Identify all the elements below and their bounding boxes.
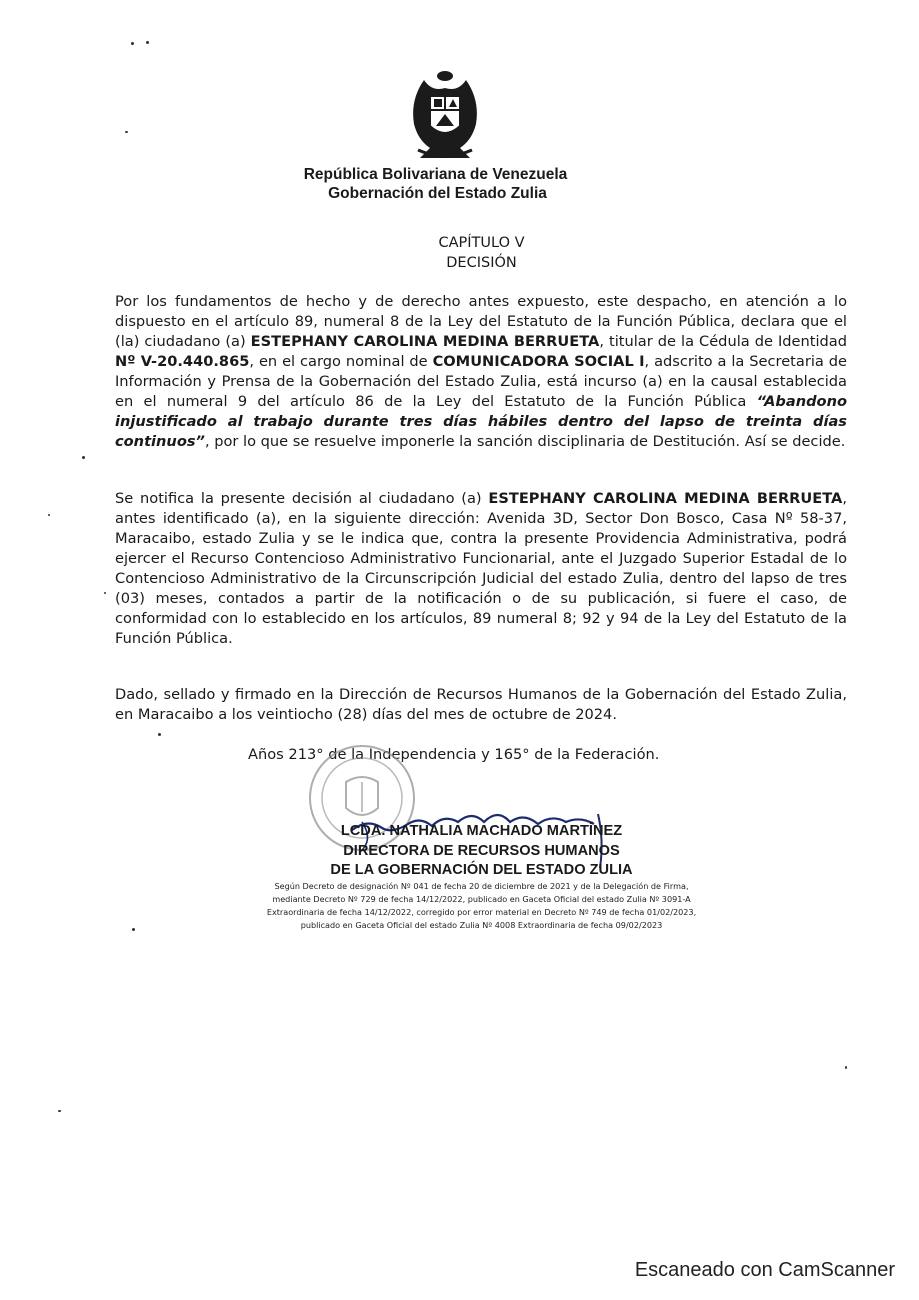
scanner-watermark: Escaneado con CamScanner [634,1259,895,1281]
scan-speck [132,928,135,931]
notification-paragraph [115,489,847,649]
scan-speck [104,592,106,594]
header-government: Gobernación del Estado Zulia [328,185,547,202]
years-line: Años 213° de la Independencia y 165° de la Federación. [248,746,660,763]
scan-speck [146,41,149,44]
scan-speck [845,1066,847,1069]
text-segment: , adscrito a la Secretaria de Información y Prensa de la Gobernación del Estado Zulia, está incurso (a) en la causal establecida en el numeral 9 del artículo 86 de la Ley del Estatuto de la Función Pública [115,353,847,410]
decree-line: Según Decreto de designación Nº 041 de fecha 20 de diciembre de 2021 y de la Delegación de Firma, [274,881,689,891]
given-paragraph: Dado, sellado y firmado en la Dirección de Recursos Humanos de la Gobernación del Estado Zulia, en Maracaibo a los veintiocho (28) días del mes de octubre de 2024. [115,686,847,723]
text-segment: , titular de la Cédula de Identidad [599,333,847,350]
signer-title-1: DIRECTORA DE RECURSOS HUMANOS [343,843,620,859]
chapter-title: CAPÍTULO V [438,235,525,251]
citizen-name: ESTEPHANY CAROLINA MEDINA BERRUETA [250,333,600,350]
scan-speck [125,131,128,133]
coat-of-arms-icon [400,70,490,162]
decree-line: publicado en Gaceta Oficial del estado Zulia Nº 4008 Extraordinaria de fecha 09/02/2023 [300,920,663,930]
decree-line: Extraordinaria de fecha 14/12/2022, corregido por error material en Decreto Nº 749 de fecha 01/02/2023, [266,907,697,917]
scan-speck [158,733,161,736]
signer-name: LCDA. NATHALIA MACHADO MARTÍNEZ [340,823,623,839]
decision-paragraph [115,292,847,452]
scan-speck [58,1110,61,1112]
chapter-subtitle: DECISIÓN [446,255,517,271]
scan-speck [82,456,85,459]
text-segment: , en el cargo nominal de [249,353,433,370]
scan-speck [131,42,134,45]
cause-quote: “Abandono injustificado al trabajo durante tres días hábiles dentro del lapso de treinta días continuos” [115,393,847,450]
text-segment: , antes identificado (a), en la siguiente dirección: Avenida 3D, Sector Don Bosco, Casa Nº 58-37, Maracaibo, estado Zulia y se le indica que, contra la presente Providencia Administrativa, podrá ejercer el Recurso Contencioso Administrativo Funcionarial, ante el Juzgado Superior Estadal de lo Contencioso Administrativo de la Circunscripción Judicial del estado Zulia, dentro del lapso de tres (03) meses, contados a partir de la notificación o de su publicación, si fuere el caso, de conformidad con lo establecido en los artículos, 89 numeral 8; 92 y 94 de la Ley del Estatuto de la Función Pública. [115,490,847,647]
header-republic: República Bolivariana de Venezuela [303,166,568,183]
text-segment: Por los fundamentos de hecho y de derecho antes expuesto, este despacho, en atención a lo dispuesto en el artículo 89, numeral 8 de la Ley del Estatuto de la Función Pública, declara que el (la) ciudadano (a) [115,293,847,350]
text-segment: , por lo que se resuelve imponerle la sanción disciplinaria de Destitución. Así se decide. [204,433,846,450]
text-segment: Se notifica la presente decisión al ciudadano (a) [115,490,489,507]
scan-speck [48,514,50,516]
id-number: Nº V-20.440.865 [115,353,250,370]
decree-line: mediante Decreto Nº 729 de fecha 14/12/2022, publicado en Gaceta Oficial del estado Zulia Nº 3091-A [272,894,691,904]
signer-title-2: DE LA GOBERNACIÓN DEL ESTADO ZULIA [330,862,633,878]
position-name: COMUNICADORA SOCIAL I [432,353,645,370]
citizen-name: ESTEPHANY CAROLINA MEDINA BERRUETA [488,490,843,507]
